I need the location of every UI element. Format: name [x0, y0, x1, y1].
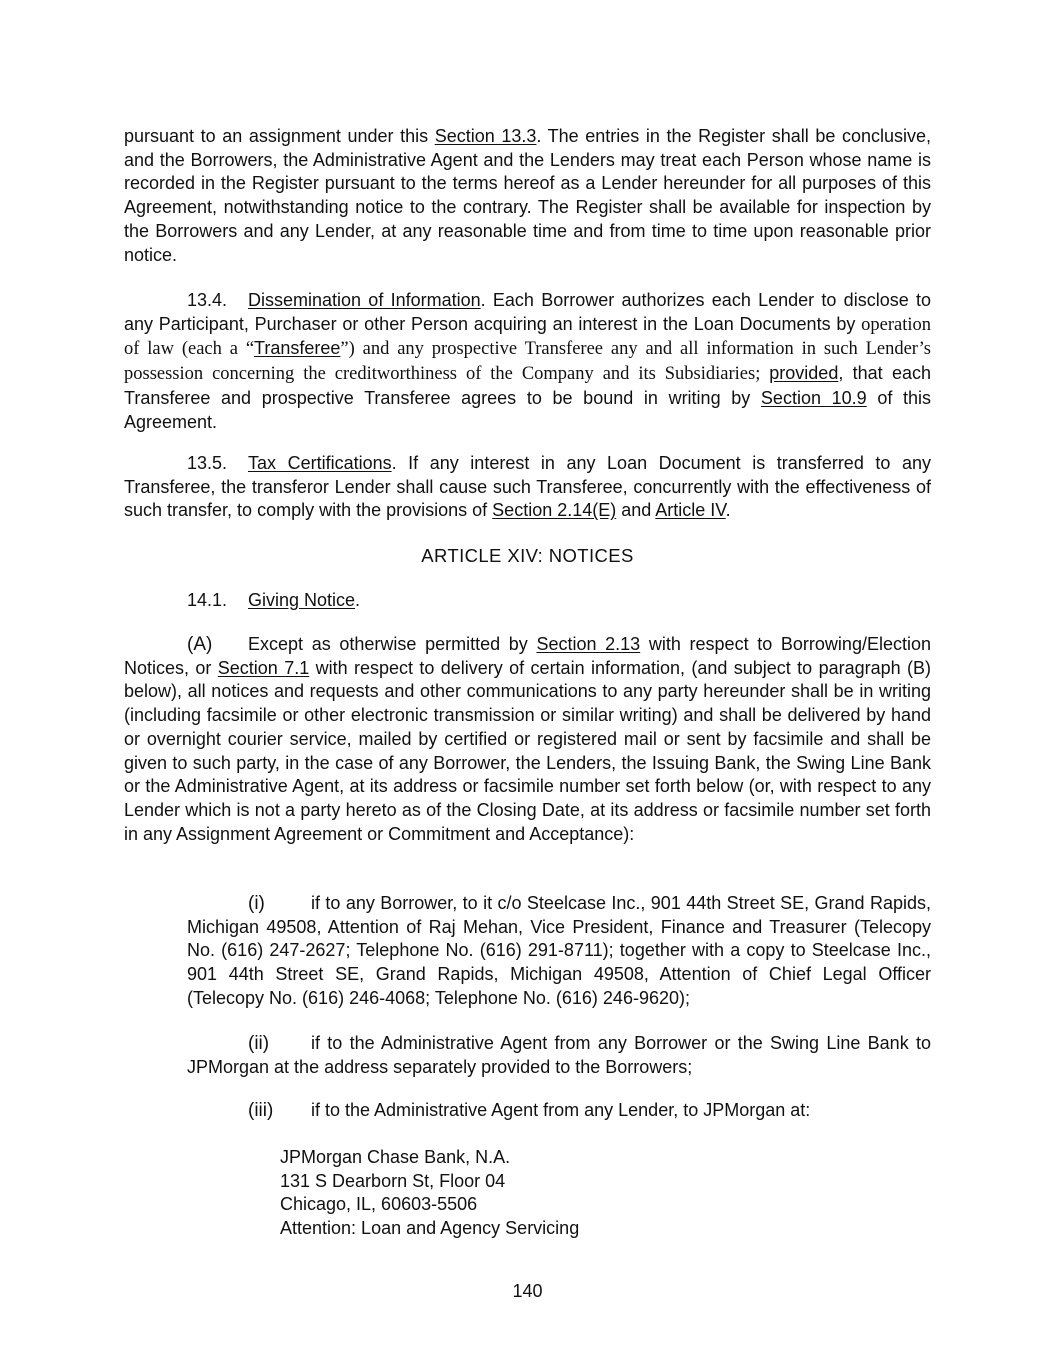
item-text: if to any Borrower, to it c/o Steelcase Inc., 901 44th Street SE, Grand Rapids, Michigan 49508, Attention of Raj Mehan, Vice President, Finance and Treasurer (Telecopy No. (616) 247-2627; Telephone No. (616) 291-8711); together with a copy to Steelcase Inc., 901 44th Street SE, Grand Rapids, Michigan 49508, Attention of Chief Legal Officer (Telecopy No. (616) 246-4068; Telephone No. (616) 246-9620);	[187, 893, 931, 1008]
page-number: 140	[512, 1281, 543, 1301]
item-i	[187, 892, 931, 1011]
defined-term: Transferee	[254, 338, 341, 359]
article-heading: ARTICLE XIV: NOTICES	[421, 545, 634, 566]
address-line: 131 S Dearborn St, Floor 04	[280, 1170, 506, 1191]
section-13-4-paragraph	[124, 289, 931, 434]
section-title: Tax Certifications	[248, 453, 392, 473]
text-run: . Each Borrower authorizes each Lender to disclose to any Participant, Purchaser or other Person acquiring an interest in the Loan Documents by	[124, 290, 931, 334]
section-reference: Section 2.14(E)	[492, 500, 617, 521]
item-label: (iii)	[248, 1100, 274, 1121]
text-run: , that each Transferee and prospective Transferee agrees to be bound in writing by	[124, 363, 932, 408]
text-run: and	[616, 500, 656, 521]
text-run: .	[725, 500, 731, 521]
article-reference: Article IV	[655, 500, 726, 521]
item-iii	[187, 1099, 931, 1123]
text-run: of this Agreement.	[124, 387, 931, 432]
section-14-1-heading	[124, 589, 931, 613]
text-run: operation of law (each a “	[124, 314, 931, 360]
text-run: . If any interest in any Loan Document is transferred to any Transferee, the transferor Lender shall cause such Transferee, concurrently with the effectiveness of such transfer, to comply with the provisions of	[124, 453, 931, 521]
text-run: with respect to delivery of certain information, (and subject to paragraph (B) below), all notices and requests and other communications to any party hereunder shall be in writing (including facsimile or other electronic transmission or similar writing) and shall be delivered by hand or overnight courier service, mailed by certified or registered mail or sent by facsimile and shall be given to such party, in the case of any Borrower, the Lenders, the Issuing Bank, the Swing Line Bank or the Administrative Agent, at its address or facsimile number set forth below (or, with respect to any Lender which is not a party hereto as of the Closing Date, at its address or facsimile number set forth in any Assignment Agreement or Commitment and Acceptance):	[124, 657, 932, 844]
section-title: Giving Notice	[248, 590, 356, 610]
section-number: 13.5.	[187, 453, 228, 473]
address-line: Attention: Loan and Agency Servicing	[280, 1218, 580, 1239]
section-reference: Section 10.9	[760, 387, 867, 408]
text-run: ”) and any prospective Transferee any and all information in such Lender’s possession concerning the creditworthiness of the Company and its Subsidiaries;	[124, 339, 931, 385]
paragraph-label: (A)	[187, 634, 213, 655]
section-reference: Section 2.13	[536, 634, 641, 654]
text-run: Except as otherwise permitted by	[248, 634, 537, 654]
address-line: JPMorgan Chase Bank, N.A.	[280, 1147, 511, 1167]
item-label: (i)	[248, 893, 265, 914]
section-reference: Section 13.3	[434, 126, 537, 146]
section-13-5-paragraph	[124, 452, 931, 523]
item-text: if to the Administrative Agent from any Lender, to JPMorgan at:	[311, 1100, 811, 1120]
section-title: Dissemination of Information	[248, 290, 481, 310]
text-run: with respect to Borrowing/Election Notices, or	[124, 634, 931, 678]
section-number: 13.4.	[187, 290, 228, 310]
address-line: Chicago, IL, 60603-5506	[280, 1194, 478, 1215]
text-run: . The entries in the Register shall be conclusive, and the Borrowers, the Administrative Agent and the Lenders may treat each Person whose name is recorded in the Register pursuant to the terms hereof as a Lender hereunder for all purposes of this Agreement, notwithstanding notice to the contrary. The Register shall be available for inspection by the Borrowers and any Lender, at any reasonable time and from time to time upon reasonable prior notice.	[124, 126, 931, 265]
text-run: pursuant to an assignment under this	[124, 126, 435, 146]
item-text: if to the Administrative Agent from any Borrower or the Swing Line Bank to JPMorgan at the address separately provided to the Borrowers;	[187, 1033, 931, 1077]
paragraph-a	[124, 633, 931, 846]
proviso-term: provided	[769, 363, 839, 384]
item-ii	[187, 1032, 931, 1079]
item-label: (ii)	[248, 1033, 270, 1054]
register-paragraph	[124, 125, 931, 267]
section-number: 14.1.	[187, 590, 228, 610]
address-block	[280, 1146, 579, 1241]
text-run: .	[355, 590, 361, 610]
section-reference: Section 7.1	[217, 657, 310, 678]
